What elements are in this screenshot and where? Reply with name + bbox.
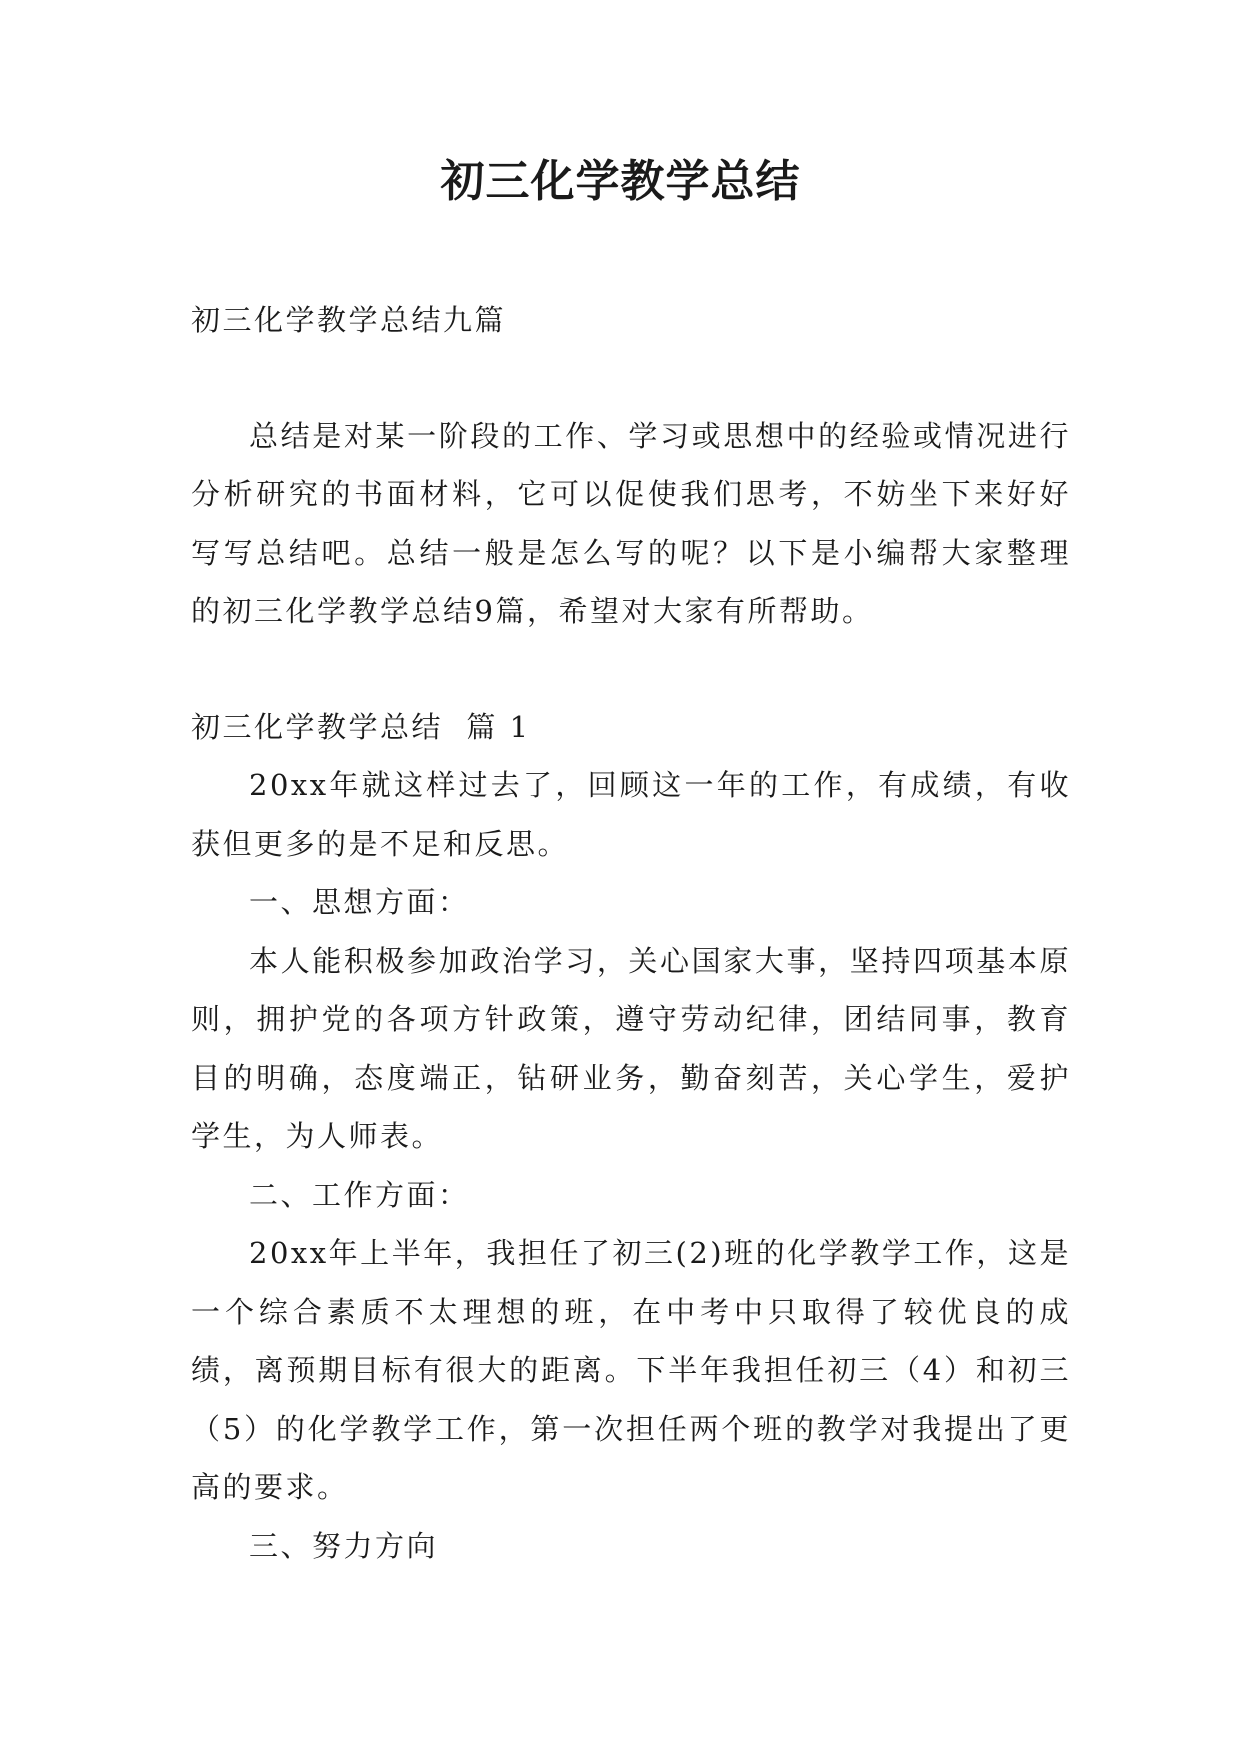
document-subtitle: 初三化学教学总结九篇 bbox=[191, 303, 507, 337]
intro-paragraph: 总结是对某一阶段的工作、学习或思想中的经验或情况进行分析研究的书面材料，它可以促使我们思考，不妨坐下来好好写写总结吧。总结一般是怎么写的呢？以下是小编帮大家整理的初三化学教学总结9篇，希望对大家有所帮助。 bbox=[191, 418, 1071, 628]
body-paragraph: 本人能积极参加政治学习，关心国家大事，坚持四项基本原则，拥护党的各项方针政策，遵守劳动纪律，团结同事，教育目的明确，态度端正，钻研业务，勤奋刻苦，关心学生，爱护学生，为人师表。 bbox=[191, 943, 1071, 1153]
document-title: 初三化学教学总结 bbox=[440, 156, 801, 207]
section-heading-thought: 一、思想方面： bbox=[249, 885, 470, 919]
document-body bbox=[191, 291, 1071, 1575]
section-heading-work: 二、工作方面： bbox=[249, 1177, 470, 1212]
body-paragraph: 20xx年就这样过去了，回顾这一年的工作，有成绩，有收获但更多的是不足和反思。 bbox=[191, 768, 1071, 861]
body-paragraph: 20xx年上半年，我担任了初三(2)班的化学教学工作，这是一个综合素质不太理想的班，在中考中只取得了较优良的成绩，离预期目标有很大的距离。下半年我担任初三（4）和初三（5）的化学教学工作，第一次担任两个班的教学对我提出了更高的要求。 bbox=[191, 1236, 1071, 1504]
section-heading: 初三化学教学总结 篇 1 bbox=[191, 709, 531, 744]
section-heading-direction: 三、努力方向 bbox=[249, 1528, 439, 1563]
